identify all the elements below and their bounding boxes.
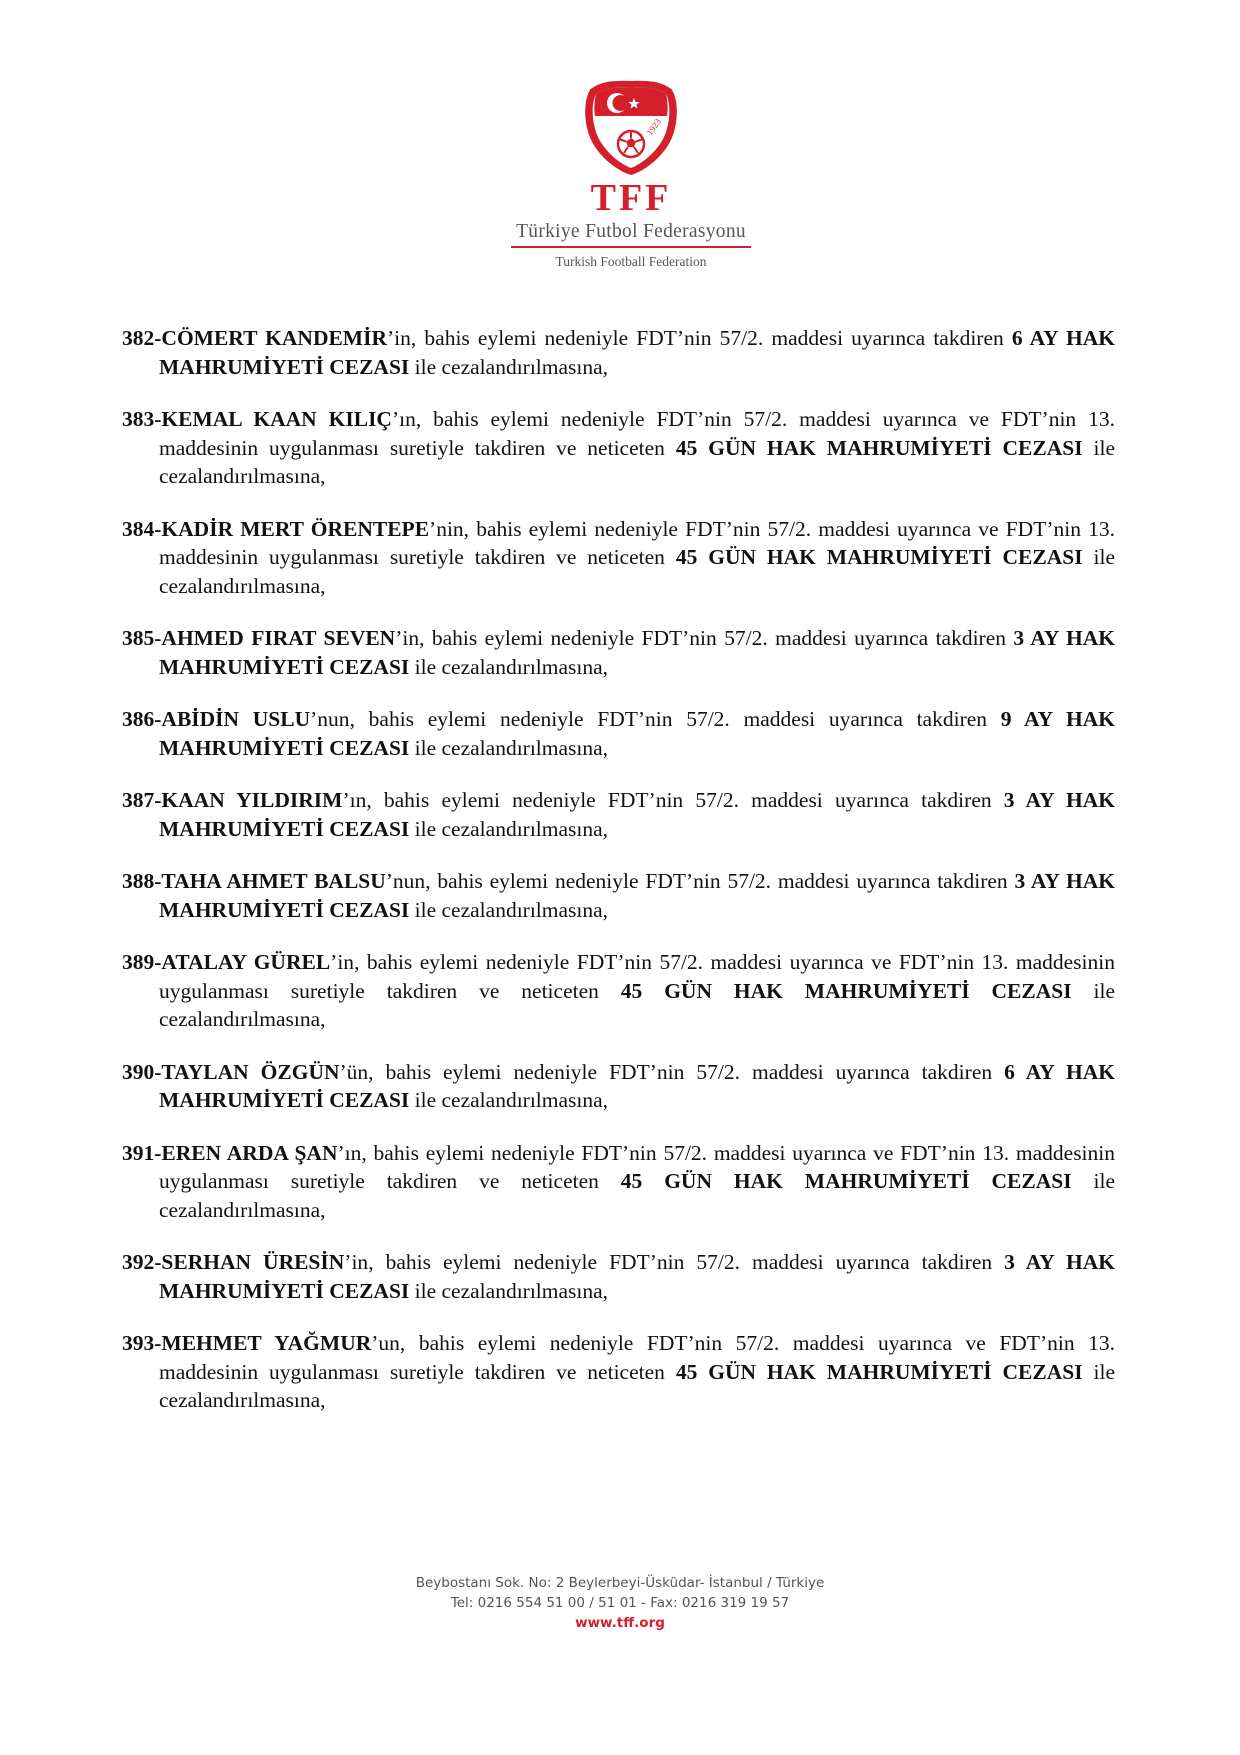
penalty: 45 GÜN HAK MAHRUMİYETİ CEZASI: [620, 1169, 1072, 1193]
decision-item: [122, 324, 1115, 381]
decision-number: 383-: [122, 407, 162, 431]
penalty: 3 AY HAK MAHRUMİYETİ CEZASI: [159, 626, 1116, 679]
footer-address: Beybostanı Sok. No: 2 Beylerbeyi-Üsküdar- İstanbul / Türkiye: [415, 1575, 825, 1591]
decision-number: 385-: [122, 626, 162, 650]
name-suffix: ’in: [344, 1250, 369, 1274]
decision-number: 389-: [122, 950, 162, 974]
person-name: AHMED FIRAT SEVEN: [161, 626, 396, 650]
decision-item: [122, 867, 1115, 924]
decision-closing: ile cezalandırılmasına,: [409, 354, 609, 379]
decision-text: , bahis eylemi nedeniyle FDT’nin 57/2. maddesi uyarınca takdiren: [368, 1059, 1005, 1084]
decision-text: , bahis eylemi nedeniyle FDT’nin 57/2. maddesi uyarınca takdiren: [349, 707, 1001, 731]
name-suffix: ’nin: [429, 516, 464, 541]
decision-number: 388-: [122, 869, 162, 893]
name-suffix: ’ın: [337, 1140, 362, 1165]
header-rule: [511, 246, 751, 248]
person-name: EREN ARDA ŞAN: [161, 1140, 338, 1165]
penalty: 45 GÜN HAK MAHRUMİYETİ CEZASI: [675, 545, 1083, 569]
penalty: 45 GÜN HAK MAHRUMİYETİ CEZASI: [675, 435, 1083, 460]
penalty: 6 AY HAK MAHRUMİYETİ CEZASI: [159, 1059, 1115, 1112]
decision-item: [122, 1329, 1115, 1415]
letterhead: [0, 78, 1240, 271]
person-name: ABİDİN USLU: [161, 707, 311, 731]
footer-website-link[interactable]: www.tff.org: [575, 1615, 665, 1631]
decision-closing: ile cezalandırılmasına,: [409, 1278, 609, 1303]
tff-acronym: TFF: [590, 177, 672, 219]
person-name: KAAN YILDIRIM: [161, 788, 343, 812]
person-name: KEMAL KAAN KILIÇ: [161, 407, 392, 431]
decision-closing: ile cezalandırılmasına,: [159, 1169, 1115, 1222]
decision-closing: ile cezalandırılmasına,: [159, 1359, 1115, 1412]
federation-english-name: Turkish Football Federation: [555, 254, 707, 269]
tff-emblem-icon: [579, 78, 683, 176]
decision-text: , bahis eylemi nedeniyle FDT’nin 57/2. maddesi uyarınca takdiren: [366, 788, 1004, 812]
footer-phone: Tel: 0216 554 51 00 / 51 01 - Fax: 0216 319 19 57: [450, 1595, 790, 1611]
decision-item: [122, 1248, 1115, 1305]
name-suffix: ’un: [371, 1331, 400, 1355]
decision-number: 390-: [122, 1059, 162, 1084]
penalty: 3 AY HAK MAHRUMİYETİ CEZASI: [159, 788, 1115, 841]
decision-number: 391-: [122, 1140, 162, 1165]
person-name: KADİR MERT ÖRENTEPE: [161, 516, 430, 541]
decision-text: , bahis eylemi nedeniyle FDT’nin 57/2. maddesi uyarınca ve FDT’nin 13. maddesinin uygulanması suretiyle takdiren ve neticeten: [159, 516, 1115, 569]
name-suffix: ’ın: [391, 407, 416, 431]
person-name: MEHMET YAĞMUR: [161, 1331, 372, 1355]
penalty: 45 GÜN HAK MAHRUMİYETİ CEZASI: [675, 1359, 1083, 1384]
decision-text: , bahis eylemi nedeniyle FDT’nin 57/2. maddesi uyarınca takdiren: [419, 626, 1014, 650]
name-suffix: ’in: [395, 626, 420, 650]
decision-closing: ile cezalandırılmasına,: [159, 435, 1115, 488]
decision-text: , bahis eylemi nedeniyle FDT’nin 57/2. maddesi uyarınca ve FDT’nin 13. maddesinin uygulanması suretiyle takdiren ve neticeten: [159, 407, 1115, 460]
penalty: 3 AY HAK MAHRUMİYETİ CEZASI: [159, 869, 1115, 922]
name-suffix: ’nun: [310, 707, 350, 731]
name-suffix: ’ün: [339, 1059, 369, 1084]
footer: [0, 1573, 1240, 1633]
person-name: SERHAN ÜRESİN: [161, 1250, 345, 1274]
decision-text: , bahis eylemi nedeniyle FDT’nin 57/2. maddesi uyarınca takdiren: [410, 326, 1012, 350]
decision-closing: ile cezalandırılmasına,: [409, 654, 609, 679]
decision-number: 387-: [122, 788, 162, 812]
decision-text: , bahis eylemi nedeniyle FDT’nin 57/2. maddesi uyarınca ve FDT’nin 13. maddesinin uygulanması suretiyle takdiren ve neticeten: [159, 1331, 1115, 1384]
name-suffix: ’in: [387, 326, 411, 350]
penalty: 45 GÜN HAK MAHRUMİYETİ CEZASI: [620, 978, 1072, 1003]
decision-closing: ile cezalandırılmasına,: [409, 1088, 609, 1112]
decision-item: [122, 624, 1115, 681]
decision-item: [122, 1139, 1115, 1225]
decision-text: , bahis eylemi nedeniyle FDT’nin 57/2. maddesi uyarınca takdiren: [425, 869, 1015, 893]
decision-item: [122, 948, 1115, 1034]
person-name: CÖMERT KANDEMİR: [161, 326, 387, 350]
decision-number: 384-: [122, 516, 162, 541]
name-suffix: ’in: [330, 950, 355, 974]
decision-number: 392-: [122, 1250, 162, 1274]
person-name: TAYLAN ÖZGÜN: [161, 1059, 340, 1084]
decision-text: , bahis eylemi nedeniyle FDT’nin 57/2. maddesi uyarınca ve FDT’nin 13. maddesinin uygulanması suretiyle takdiren ve neticeten: [159, 950, 1115, 1003]
decision-number: 393-: [122, 1331, 162, 1355]
decision-text: , bahis eylemi nedeniyle FDT’nin 57/2. maddesi uyarınca ve FDT’nin 13. maddesinin uygulanması suretiyle takdiren ve neticeten: [159, 1140, 1116, 1193]
decision-closing: ile cezalandırılmasına,: [159, 978, 1115, 1031]
decision-item: [122, 705, 1115, 762]
emblem-year: 1923: [644, 116, 663, 138]
penalty: 6 AY HAK MAHRUMİYETİ CEZASI: [159, 326, 1115, 379]
decision-item: [122, 515, 1115, 601]
decision-text: , bahis eylemi nedeniyle FDT’nin 57/2. maddesi uyarınca takdiren: [368, 1250, 1005, 1274]
decision-item: [122, 1058, 1115, 1115]
decision-number: 386-: [122, 707, 162, 731]
penalty: 3 AY HAK MAHRUMİYETİ CEZASI: [159, 1250, 1115, 1303]
decision-item: [122, 786, 1115, 843]
decision-number: 382-: [122, 326, 162, 350]
decision-closing: ile cezalandırılmasına,: [159, 545, 1115, 598]
decision-closing: ile cezalandırılmasına,: [409, 897, 609, 922]
person-name: TAHA AHMET BALSU: [161, 869, 386, 893]
name-suffix: ’ın: [342, 788, 367, 812]
penalty: 9 AY HAK MAHRUMİYETİ CEZASI: [159, 707, 1115, 760]
person-name: ATALAY GÜREL: [161, 950, 331, 974]
federation-name: Türkiye Futbol Federasyonu: [516, 221, 746, 242]
decision-closing: ile cezalandırılmasına,: [409, 735, 609, 760]
decision-closing: ile cezalandırılmasına,: [409, 816, 609, 841]
name-suffix: ’nun: [385, 869, 426, 893]
decision-item: [122, 405, 1115, 491]
decision-list: [122, 324, 1115, 1415]
